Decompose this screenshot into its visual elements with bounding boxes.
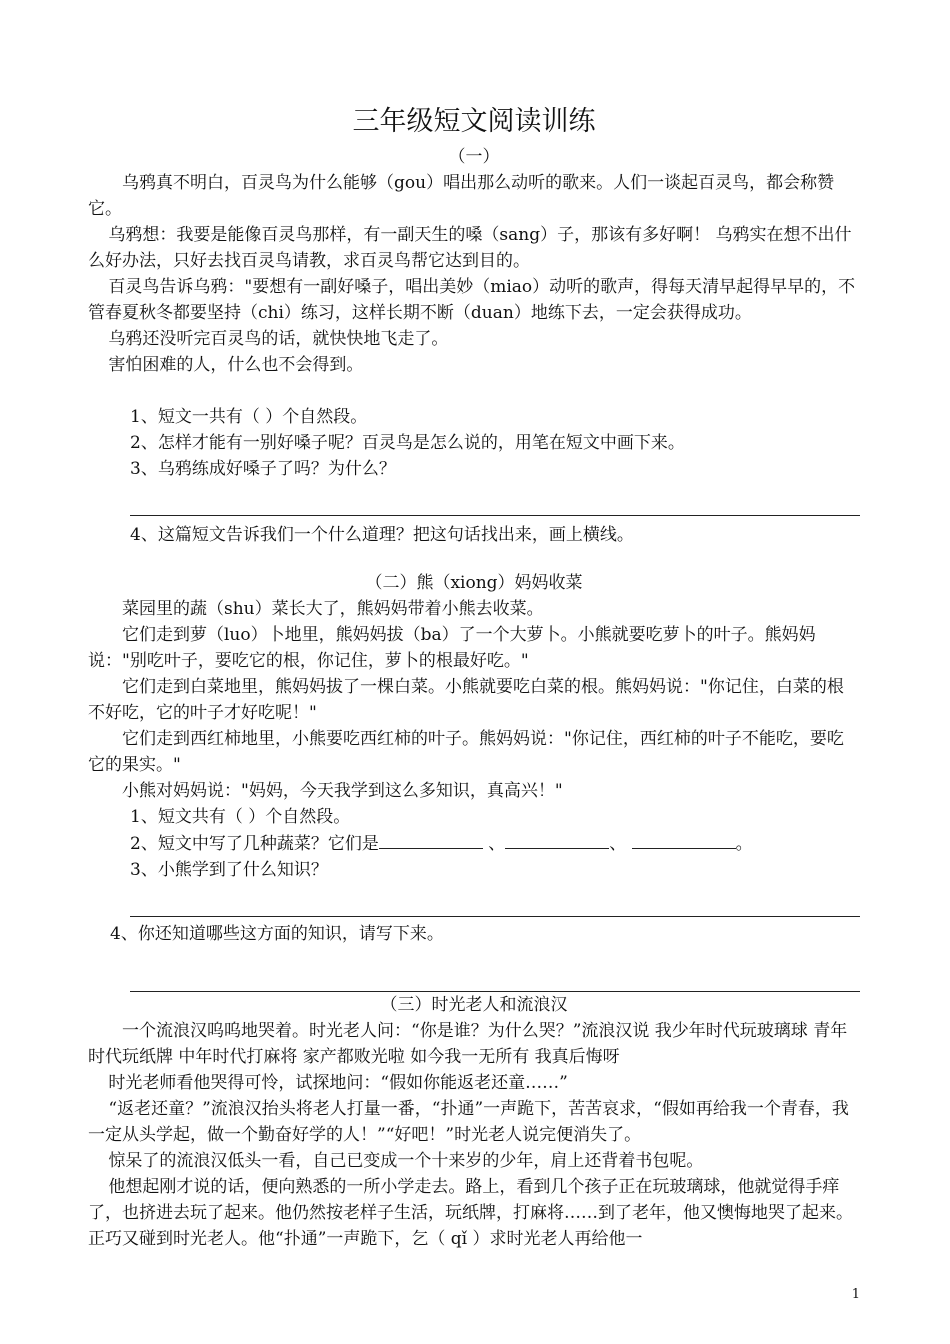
question	[88, 830, 860, 857]
section-heading: （二）熊（xiong）妈妈收菜	[365, 573, 583, 593]
paragraph: 他想起刚才说的话，便向熟悉的一所小学走去。路上，看到几个孩子正在玩玻璃球，他就觉得手痒了，也挤进去玩了起来。他仍然按老样子生活，玩纸牌，打麻将……到了老年，他又懊悔地哭了起来。正巧又碰到时光老人。他“扑通”一声跪下，乞（ qǐ ）求时光老人再给他一	[88, 1177, 853, 1249]
paragraph: 时光老师看他哭得可怜，试探地问：“假如你能返老还童……”	[108, 1073, 568, 1093]
paragraph: 小熊对妈妈说："妈妈，今天我学到这么多知识，真高兴！"	[122, 781, 563, 801]
document-page	[88, 100, 860, 1252]
question: 2、怎样才能有一别好嗓子呢？百灵鸟是怎么说的，用笔在短文中画下来。	[130, 433, 685, 453]
answer-line[interactable]	[130, 482, 860, 516]
paragraph: 乌鸦真不明白，百灵鸟为什么能够（gou）唱出那么动听的歌来。人们一谈起百灵鸟，都会称赞它。	[88, 173, 835, 219]
answer-blank[interactable]	[379, 830, 483, 849]
question-text: 2、短文中写了几种蔬菜？它们是	[130, 834, 379, 854]
question: 3、乌鸦练成好嗓子了吗？为什么？	[130, 459, 396, 479]
question: 4、你还知道哪些这方面的知识，请写下来。	[110, 924, 444, 944]
answer-line[interactable]	[130, 883, 860, 917]
section-3	[88, 992, 860, 1252]
answer-blank[interactable]	[505, 830, 609, 849]
section-1	[88, 144, 860, 548]
document-title: 三年级短文阅读训练	[352, 106, 596, 137]
section-heading: （三）时光老人和流浪汉	[380, 995, 568, 1015]
paragraph: 惊呆了的流浪汉低头一看，自己已变成一个十来岁的少年，肩上还背着书包呢。	[108, 1151, 704, 1171]
paragraph: 一个流浪汉呜呜地哭着。时光老人问：“你是谁？为什么哭？”流浪汉说 我少年时代玩玻璃球 青年时代玩纸牌 中年时代打麻将 家产都败光啦 如今我一无所有 我真后悔呀	[88, 1021, 848, 1067]
question: 4、这篇短文告诉我们一个什么道理？把这句话找出来，画上横线。	[130, 525, 634, 545]
separator: 、	[482, 834, 506, 854]
section-2	[88, 570, 860, 992]
paragraph: 乌鸦想：我要是能像百灵鸟那样，有一副天生的嗓（sang）子，那该有多好啊！ 乌鸦实在想不出什么好办法，只好去找百灵鸟请教，求百灵鸟帮它达到目的。	[88, 225, 852, 271]
paragraph: 乌鸦还没听完百灵鸟的话，就快快地飞走了。	[108, 329, 449, 349]
paragraph: 百灵鸟告诉乌鸦："要想有一副好嗓子，唱出美妙（miao）动听的歌声，得每天清早起得早早的，不管春夏秋冬都要坚持（chi）练习，这样长期不断（duan）地练下去，一定会获得成功。	[88, 277, 856, 323]
paragraph: “返老还童？”流浪汉抬头将老人打量一番，“扑通”一声跪下，苦苦哀求，“假如再给我一个青春，我一定从头学起，做一个勤奋好学的人！”“好吧！”时光老人说完便消失了。	[88, 1099, 849, 1145]
paragraph: 它们走到西红柿地里，小熊要吃西红柿的叶子。熊妈妈说："你记住，西红柿的叶子不能吃，要吃它的果实。"	[88, 729, 844, 775]
question: 1、短文共有（ ）个自然段。	[130, 807, 351, 827]
section-heading: （一）	[448, 147, 500, 167]
paragraph: 菜园里的蔬（shu）菜长大了，熊妈妈带着小熊去收菜。	[122, 599, 544, 619]
separator: 、	[609, 834, 632, 854]
question: 1、短文一共有（ ）个自然段。	[130, 407, 368, 427]
answer-line[interactable]	[130, 947, 860, 992]
answer-blank[interactable]	[632, 830, 736, 849]
page-number: 1	[851, 1287, 860, 1302]
paragraph: 它们走到白菜地里，熊妈妈拔了一棵白菜。小熊就要吃白菜的根。熊妈妈说："你记住，白菜的根不好吃，它的叶子才好吃呢！"	[88, 677, 844, 723]
separator: 。	[735, 834, 753, 854]
paragraph: 害怕困难的人，什么也不会得到。	[108, 355, 364, 375]
paragraph: 它们走到萝（luo）卜地里，熊妈妈拔（ba）了一个大萝卜。小熊就要吃萝卜的叶子。熊妈妈说："别吃叶子，要吃它的根，你记住，萝卜的根最好吃。"	[88, 625, 816, 671]
question: 3、小熊学到了什么知识？	[130, 860, 328, 880]
